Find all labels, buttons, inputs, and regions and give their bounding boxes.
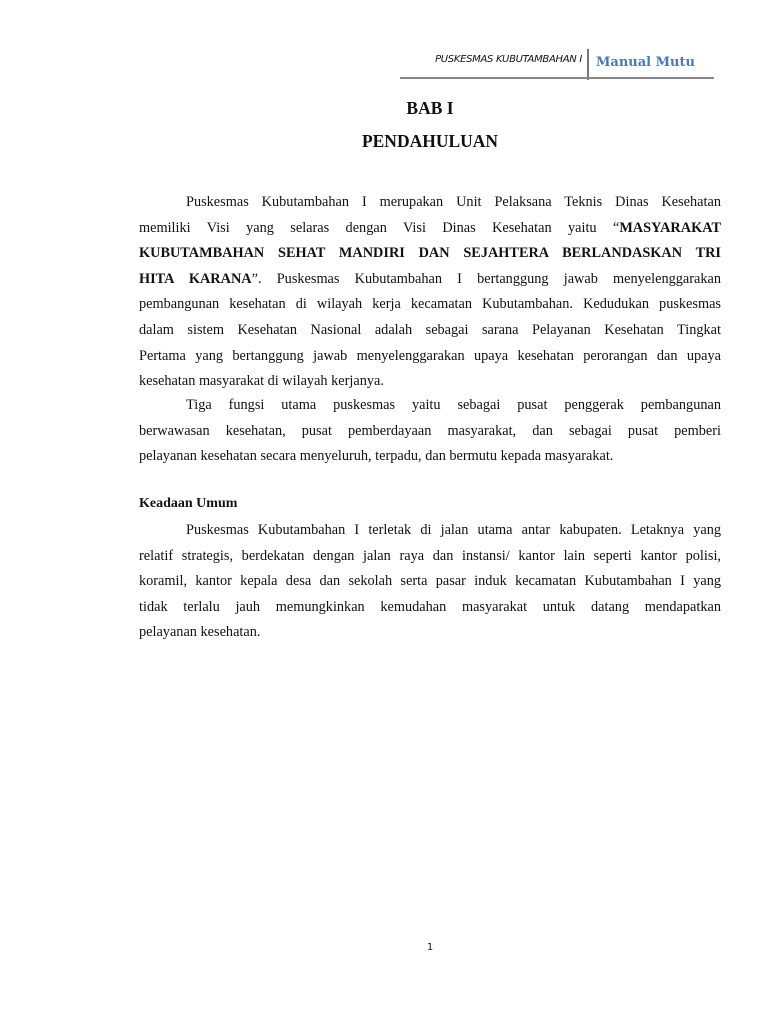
text-line xyxy=(139,190,721,216)
text-segment: koramil, kantor kepala desa dan sekolah serta pasar induk kecamatan Kubutambahan I yang xyxy=(139,573,721,590)
text-segment: ”. Puskesmas Kubutambahan I bertanggung jawab menyelenggarakan xyxy=(251,270,722,287)
text-line xyxy=(139,595,721,621)
text-line xyxy=(139,393,721,419)
text-segment: pembangunan kesehatan di wilayah kerja kecamatan Kubutambahan. Kedudukan puskesmas xyxy=(139,296,721,313)
section-heading: Keadaan Umum xyxy=(139,496,238,511)
text-line xyxy=(139,216,721,242)
bold-text: KUBUTAMBAHAN SEHAT MANDIRI DAN SEJAHTERA BERLANDASKAN TRI xyxy=(139,245,721,262)
text-line xyxy=(139,544,721,570)
chapter-title: PENDAHULUAN xyxy=(361,131,499,151)
text-line xyxy=(139,518,721,544)
text-segment: Tiga fungsi utama puskesmas yaitu sebagai pusat penggerak pembangunan xyxy=(186,397,721,413)
text-segment: dalam sistem Kesehatan Nasional adalah sebagai sarana Pelayanan Kesehatan Tingkat xyxy=(139,321,721,338)
text-segment: memiliki Visi yang selaras dengan Visi Dinas Kesehatan yaitu “ xyxy=(139,219,620,236)
bold-text: HITA KARANA xyxy=(139,270,252,287)
header-organization: PUSKESMAS KUBUTAMBAHAN I xyxy=(435,54,582,65)
paragraph-1 xyxy=(139,190,721,395)
text-line xyxy=(139,369,721,395)
text-line xyxy=(139,267,721,293)
text-line xyxy=(139,569,721,595)
text-segment: tidak terlalu jauh memungkinkan kemudahan masyarakat untuk datang mendapatkan xyxy=(139,598,721,615)
chapter-number: BAB I xyxy=(406,98,454,118)
text-line xyxy=(139,292,721,318)
text-line xyxy=(139,419,721,445)
header-document-title: Manual Mutu xyxy=(596,55,695,70)
page-number: 1 xyxy=(426,942,434,953)
text-line xyxy=(139,620,721,646)
header-rule xyxy=(400,77,714,79)
text-line xyxy=(139,344,721,370)
section-paragraph xyxy=(139,518,721,646)
text-segment: pelayanan kesehatan. xyxy=(139,624,261,641)
text-line xyxy=(139,241,721,267)
text-segment: Puskesmas Kubutambahan I merupakan Unit Pelaksana Teknis Dinas Kesehatan xyxy=(186,194,721,210)
text-segment: berwawasan kesehatan, pusat pemberdayaan masyarakat, dan sebagai pusat pemberi xyxy=(139,422,721,439)
text-segment: kesehatan masyarakat di wilayah kerjanya. xyxy=(139,373,384,390)
text-line xyxy=(139,318,721,344)
header-separator xyxy=(587,49,589,80)
text-segment: pelayanan kesehatan secara menyeluruh, terpadu, dan bermutu kepada masyarakat. xyxy=(139,448,614,465)
text-segment: Pertama yang bertanggung jawab menyelenggarakan upaya kesehatan perorangan dan upaya xyxy=(139,347,721,364)
text-segment: Puskesmas Kubutambahan I terletak di jalan utama antar kabupaten. Letaknya yang xyxy=(186,522,721,538)
text-segment: relatif strategis, berdekatan dengan jalan raya dan instansi/ kantor lain seperti kantor polisi, xyxy=(139,547,721,564)
bold-text: MASYARAKAT xyxy=(619,219,721,236)
paragraph-2 xyxy=(139,393,721,470)
text-line xyxy=(139,444,721,470)
